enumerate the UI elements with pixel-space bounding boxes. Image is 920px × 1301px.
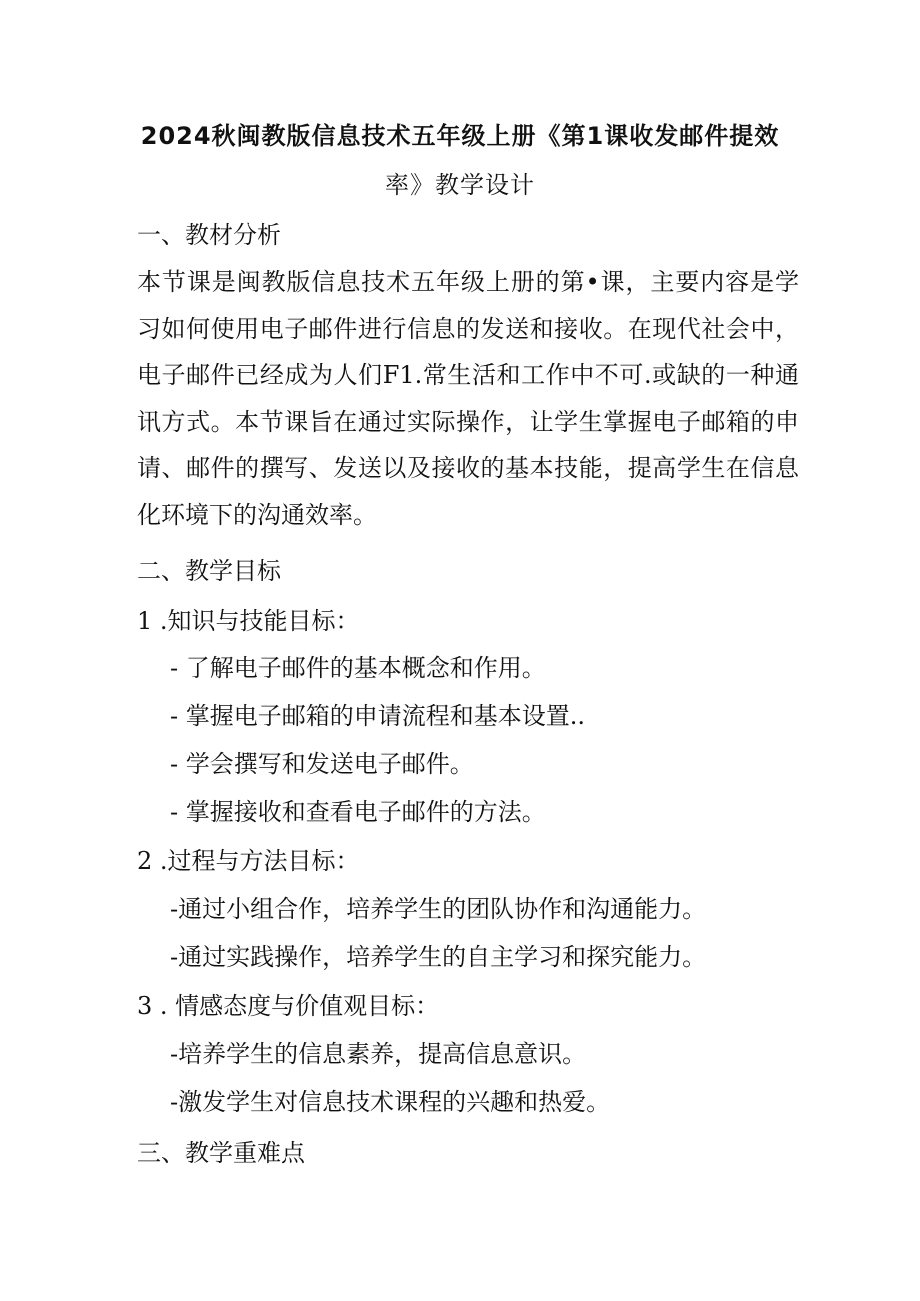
goal-item: -激发学生对信息技术课程的兴趣和热爱。	[170, 1088, 611, 1116]
document-title-line-2: 率》教学设计	[385, 171, 535, 199]
analysis-paragraph: 本节课是闽教版信息技术五年级上册的第•课，主要内容是学习如何使用电子邮件进行信息的发送和接收。在现代社会中，电子邮件已经成为人们F1.常生活和工作中不可.或缺的一种通讯方式。本节课旨在通过实际操作，让学生掌握电子邮箱的申请、邮件的撰写、发送以及接收的基本技能，提高学生在信息化环境下的沟通效率。	[137, 268, 799, 529]
goal-title-knowledge: 1 .知识与技能目标：	[137, 607, 360, 635]
section-heading-key-points: 三、教学重难点	[137, 1139, 305, 1167]
goal-item: - 了解电子邮件的基本概念和作用。	[170, 654, 546, 682]
goal-item: -通过小组合作，培养学生的团队协作和沟通能力。	[170, 895, 707, 923]
goal-title-attitude: 3 . 情感态度与价值观目标：	[137, 992, 440, 1020]
goal-item: - 掌握电子邮箱的申请流程和基本设置..	[170, 702, 585, 730]
goal-title-process: 2 .过程与方法目标：	[137, 847, 360, 875]
section-heading-analysis: 一、教材分析	[137, 221, 281, 249]
section-heading-goals: 二、教学目标	[137, 557, 281, 585]
goal-item: -通过实践操作，培养学生的自主学习和探究能力。	[170, 943, 707, 971]
document-title-line-1: 2024秋闽教版信息技术五年级上册《第1课收发邮件提效	[140, 122, 780, 150]
goal-item: -培养学生的信息素养，提高信息意识。	[170, 1040, 587, 1068]
goal-item: - 学会撰写和发送电子邮件。	[170, 750, 474, 778]
goal-item: - 掌握接收和查看电子邮件的方法。	[170, 798, 546, 826]
